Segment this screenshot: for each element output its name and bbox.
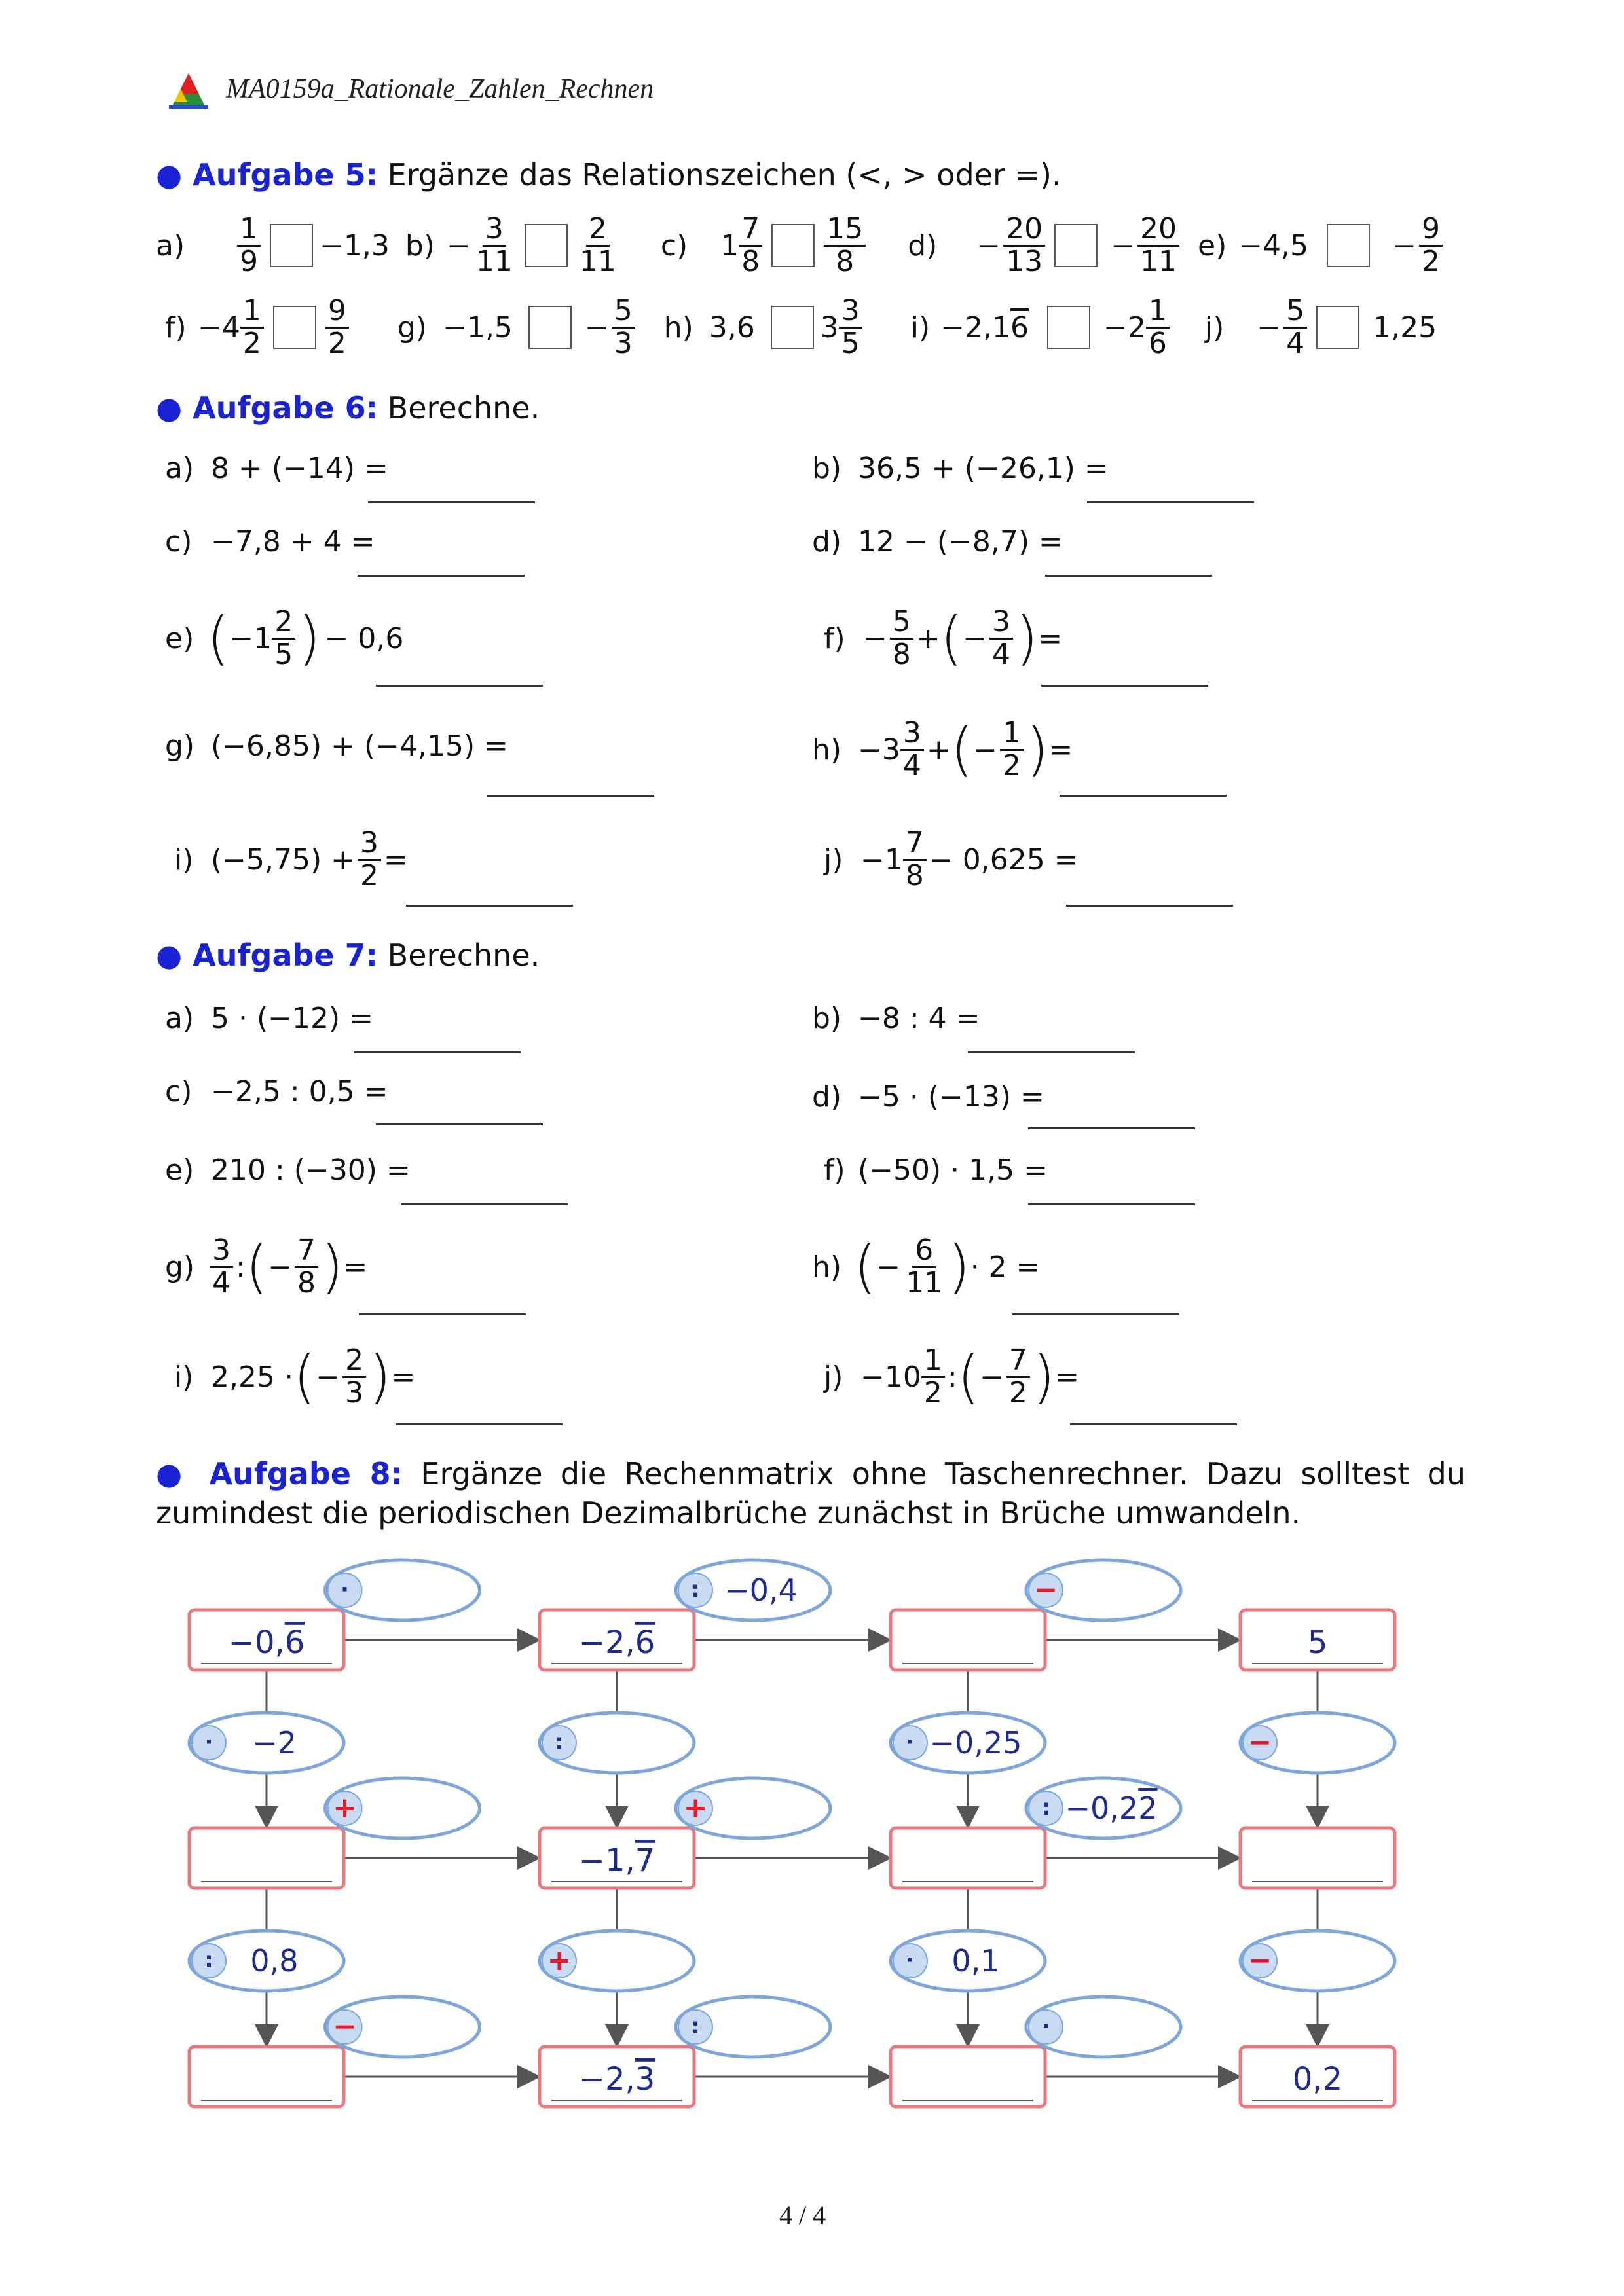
operator-symbol: − (1247, 1944, 1272, 1977)
task5-row1: a) $\frac{1}{9}$ −1,3 b) − $\frac{3}{11}$ $\frac{2}{11}$ c) 1 $\frac{7}{8}$ $\frac{15}{8}$ d) − $\frac{20}{13}$ − $\frac{20}{11}$ e) −4,5 − $\frac{9}{2}$ (156, 210, 1445, 282)
matrix-box[interactable] (891, 1828, 1045, 1888)
operator-bubble-horizontal[interactable] (1026, 1778, 1181, 1838)
box-value: −1,7 (578, 1842, 655, 1879)
task5-row2: f) −4 $\frac{1}{2}$ $\frac{9}{2}$ g) −1,5 − $\frac{5}{3}$ h) 3,6 3 $\frac{3}{5}$ i) −2,16 −2 $\frac{1}{6}$ j) − $\frac{5}{4}$ 1,25 (165, 294, 1437, 360)
task7-e: e) 210 : (−30) = (165, 1154, 411, 1187)
operator-symbol: · (1041, 2013, 1050, 2039)
operator-symbol: · (906, 1947, 915, 1973)
box-value: 5 (1307, 1624, 1328, 1661)
matrix-box[interactable] (189, 2047, 344, 2107)
header-title: MA0159a_Rationale_Zahlen_Rechnen (226, 74, 654, 104)
operator-value: 0,8 (250, 1943, 299, 1978)
task6-i: i) (−5,75) + $\frac{3}{2}$ = (174, 826, 408, 892)
operator-bubble-horizontal[interactable] (1026, 1560, 1181, 1620)
matrix-box[interactable] (1240, 2047, 1395, 2107)
operator-bubble-vertical[interactable] (891, 1931, 1045, 1991)
task7-b: b) −8 : 4 = (812, 1002, 980, 1035)
operator-bubble-vertical[interactable] (891, 1713, 1045, 1773)
task7-j: j) −10 $\frac{1}{2}$ : ( − $\frac{7}{2}$ ) = (824, 1343, 1080, 1410)
matrix-box[interactable] (540, 1610, 694, 1670)
operator-value: −0,22 (1065, 1791, 1158, 1826)
operator-bubble-vertical[interactable] (189, 1931, 344, 1991)
box-value: −0,6 (228, 1624, 305, 1661)
operator-bubble-horizontal[interactable] (325, 1778, 480, 1838)
operator-symbol: − (1033, 1573, 1058, 1607)
task6-g: g) (−6,85) + (−4,15) = (165, 729, 509, 763)
task5-heading: ● Aufgabe 5: Ergänze das Relationszeichen (<, > oder =). (156, 157, 1061, 192)
operator-value: −0,4 (724, 1573, 798, 1608)
matrix-box[interactable] (540, 2047, 694, 2107)
matrix-box[interactable] (189, 1610, 344, 1670)
task7-i: i) 2,25 · ( − $\frac{2}{3}$ ) = (174, 1343, 416, 1410)
operator-bubble-vertical[interactable] (540, 1713, 694, 1773)
task6-d: d) 12 − (−8,7) = (812, 525, 1063, 558)
operator-symbol: · (204, 1729, 213, 1755)
matrix-box[interactable] (540, 1828, 694, 1888)
operator-value: 0,1 (951, 1943, 1000, 1978)
task8-heading: ● Aufgabe 8: Ergänze die Rechenmatrix ohne Taschenrechner. Dazu solltest du (156, 1456, 1466, 1491)
box-value: −2,6 (578, 1624, 655, 1661)
task6-e: e) ( −1 $\frac{2}{5}$ ) − 0,6 (165, 604, 404, 672)
operator-symbol: : (691, 2013, 700, 2039)
box-value: −2,3 (578, 2061, 655, 2098)
box-value: 0,2 (1292, 2061, 1343, 2098)
operator-symbol: : (555, 1729, 564, 1755)
operator-value: −2 (252, 1725, 297, 1760)
operator-symbol: : (204, 1947, 213, 1973)
operator-bubble-vertical[interactable] (1240, 1931, 1395, 1991)
task7-h: h) ( − $\frac{6}{11}$ ) · 2 = (812, 1233, 1041, 1300)
task6-b: b) 36,5 + (−26,1) = (812, 452, 1109, 485)
operator-bubble-horizontal[interactable] (1026, 1997, 1181, 2057)
operator-bubble-vertical[interactable] (540, 1931, 694, 1991)
task7-heading: ● Aufgabe 7: Berechne. (156, 938, 540, 973)
task6-f: f) − $\frac{5}{8}$ + ( − $\frac{3}{4}$ ) = (824, 604, 1063, 672)
operator-bubble-horizontal[interactable] (325, 1560, 480, 1620)
matrix-box[interactable] (189, 1828, 344, 1888)
task6-heading: ● Aufgabe 6: Berechne. (156, 390, 540, 426)
task7-c: c) −2,5 : 0,5 = (165, 1075, 388, 1108)
operator-symbol: : (691, 1576, 700, 1603)
operator-bubble-vertical[interactable] (189, 1713, 344, 1773)
operator-bubble-horizontal[interactable] (325, 1997, 480, 2057)
operator-bubble-horizontal[interactable] (676, 1560, 830, 1620)
task6-h: h) −3 $\frac{3}{4}$ + ( − $\frac{1}{2}$ ) = (812, 716, 1073, 783)
task7-g: g) $\frac{3}{4}$ : ( − $\frac{7}{8}$ ) = (165, 1233, 368, 1300)
task6-c: c) −7,8 + 4 = (165, 525, 375, 558)
task7-d: d) −5 · (−13) = (812, 1080, 1044, 1114)
operator-symbol: + (547, 1944, 572, 1977)
operator-symbol: · (906, 1729, 915, 1755)
task7-a: a) 5 · (−12) = (165, 1002, 373, 1035)
frac: $\frac{1}{9}$ (237, 214, 261, 276)
operator-symbol: + (333, 1791, 357, 1825)
operator-bubble-horizontal[interactable] (676, 1778, 830, 1838)
matrix-box[interactable] (1240, 1828, 1395, 1888)
page-number: 4 / 4 (779, 2200, 826, 2230)
operator-symbol: + (683, 1791, 708, 1825)
task7-f: f) (−50) · 1,5 = (824, 1154, 1048, 1187)
task6-a: a) 8 + (−14) = (165, 452, 388, 485)
matrix-box[interactable] (891, 2047, 1045, 2107)
matrix-box[interactable] (1240, 1610, 1395, 1670)
operator-value: −0,25 (929, 1725, 1022, 1760)
task8-text-line2: zumindest die periodischen Dezimalbrüche zunächst in Brüche umwandeln. (156, 1495, 1301, 1531)
matrix-box[interactable] (891, 1610, 1045, 1670)
operator-symbol: · (341, 1576, 349, 1603)
operator-symbol: − (333, 2010, 357, 2043)
operator-symbol: − (1247, 1726, 1272, 1759)
task6-j: j) −1 $\frac{7}{8}$ − 0,625 = (824, 826, 1079, 892)
operator-bubble-vertical[interactable] (1240, 1713, 1395, 1773)
operator-symbol: : (1041, 1795, 1050, 1821)
operator-bubble-horizontal[interactable] (676, 1997, 830, 2057)
